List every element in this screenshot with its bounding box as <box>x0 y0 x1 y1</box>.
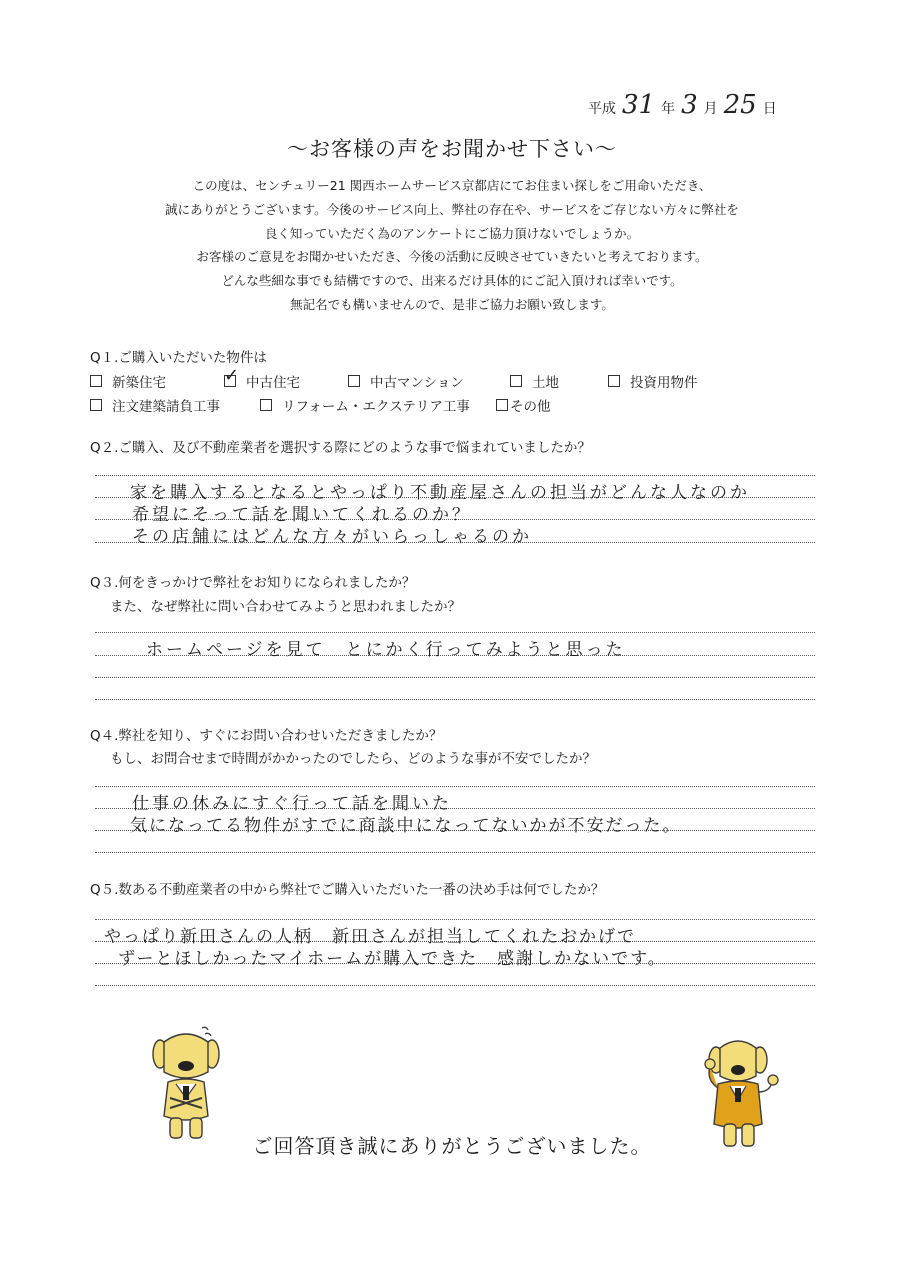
answer-line <box>95 632 815 633</box>
q1-options-row2 <box>90 395 575 415</box>
date-year: 31 <box>622 90 656 120</box>
q4-answer-line: 気になってる物件がすでに商談中になってないかが不安だった。 <box>130 816 682 836</box>
mascot-dog-bowing-icon <box>150 1024 222 1140</box>
date-year-unit: 年 <box>661 101 676 117</box>
answer-line <box>95 475 815 476</box>
q1-option[interactable]: 投資用物件 <box>608 371 698 391</box>
q4-question: Q４.弊社を知り、すぐにお問い合わせいただきましたか？ <box>90 728 443 744</box>
checkbox[interactable] <box>260 399 272 411</box>
q3-question: Q３.何をきっかけで弊社をお知りになられましたか？ <box>90 575 416 591</box>
answer-line <box>95 985 815 986</box>
intro-line: 無記名でも構いませんので、是非ご協力お願い致します。 <box>290 296 614 312</box>
q4-answer-line: 仕事の休みにすぐ行って話を聞いた <box>132 794 452 814</box>
q3-question-sub: また、なぜ弊社に問い合わせてみようと思われましたか？ <box>110 599 461 615</box>
thank-you-message: ご回答頂き誠にありがとうございました。 <box>252 1134 652 1158</box>
q1-question: Q１.ご購入いただいた物件は <box>90 350 267 366</box>
checkbox[interactable] <box>90 399 102 411</box>
q5-question: Q５.数ある不動産業者の中から弊社でご購入いただいた一番の決め手は何でしたか？ <box>90 882 605 898</box>
q2-answer-line: 家を購入するとなるとやっぱり不動産屋さんの担当がどんな人なのか <box>130 483 750 503</box>
date-day-unit: 日 <box>762 101 777 117</box>
q4-question-sub: もし、お問合せまで時間がかかったのでしたら、どのような事が不安でしたか？ <box>110 751 596 767</box>
date-era: 平成 <box>588 101 616 117</box>
q2-question: Q２.ご購入、及び不動産業者を選択する際にどのような事で悩まれていましたか？ <box>90 440 591 456</box>
q3-answer-line: ホームページを見て とにかく行ってみようと思った <box>146 640 626 660</box>
answer-line <box>95 699 815 700</box>
q1-option[interactable]: 新築住宅 <box>90 371 200 391</box>
date-month-unit: 月 <box>703 101 718 117</box>
q1-option[interactable]: 中古マンション <box>348 371 486 391</box>
answer-line <box>95 677 815 678</box>
q1-option[interactable]: 注文建築請負工事 <box>90 395 236 415</box>
intro-line: 誠にありがとうございます。今後のサービス向上、弊社の存在や、サービスをご存じない方々に弊社を <box>165 201 739 217</box>
checkbox[interactable] <box>348 375 360 387</box>
page-title: 〜お客様の声をお聞かせ下さい〜 <box>287 137 617 161</box>
q1-option[interactable]: リフォーム・エクステリア工事 <box>260 395 472 415</box>
q1-option[interactable]: 土地 <box>510 371 584 391</box>
intro-line: お客様のご意見をお聞かせいただき、今後の活動に反映させていきたいと考えております。 <box>196 249 708 265</box>
checkbox[interactable] <box>510 375 522 387</box>
checkbox[interactable] <box>90 375 102 387</box>
q5-answer-line: ずーとほしかったマイホームが購入できた 感謝しかないです。 <box>118 949 667 969</box>
answer-line <box>95 852 815 853</box>
q1-option[interactable]: その他 <box>496 395 551 415</box>
checkbox-checked[interactable] <box>224 375 236 387</box>
q2-answer-line: その店舗にはどんな方々がいらっしゃるのか <box>132 527 532 547</box>
date-day: 25 <box>723 90 757 120</box>
intro-line: どんな些細な事でも結構ですので、出来るだけ具体的にご記入頂ければ幸いです。 <box>221 273 683 289</box>
intro-line: この度は、センチュリー21 関西ホームサービス京都店にてお住まい探しをご用命いただき、 <box>192 178 712 193</box>
q2-answer-line: 希望にそって話を聞いてくれるのか？ <box>132 505 472 525</box>
date-line <box>588 90 777 120</box>
intro-line: 良く知っていただく為のアンケートにご協力頂けないでしょうか。 <box>264 225 640 241</box>
answer-line <box>95 919 815 920</box>
answer-line <box>95 786 815 787</box>
q1-option[interactable]: ✓ 中古住宅 <box>224 371 324 391</box>
q1-options-row1 <box>90 371 722 391</box>
q5-answer-line: やっぱり新田さんの人柄 新田さんが担当してくれたおかげで <box>104 927 636 947</box>
checkbox[interactable] <box>608 375 620 387</box>
intro-text <box>0 174 904 317</box>
date-month: 3 <box>681 90 698 120</box>
checkbox[interactable] <box>496 399 508 411</box>
